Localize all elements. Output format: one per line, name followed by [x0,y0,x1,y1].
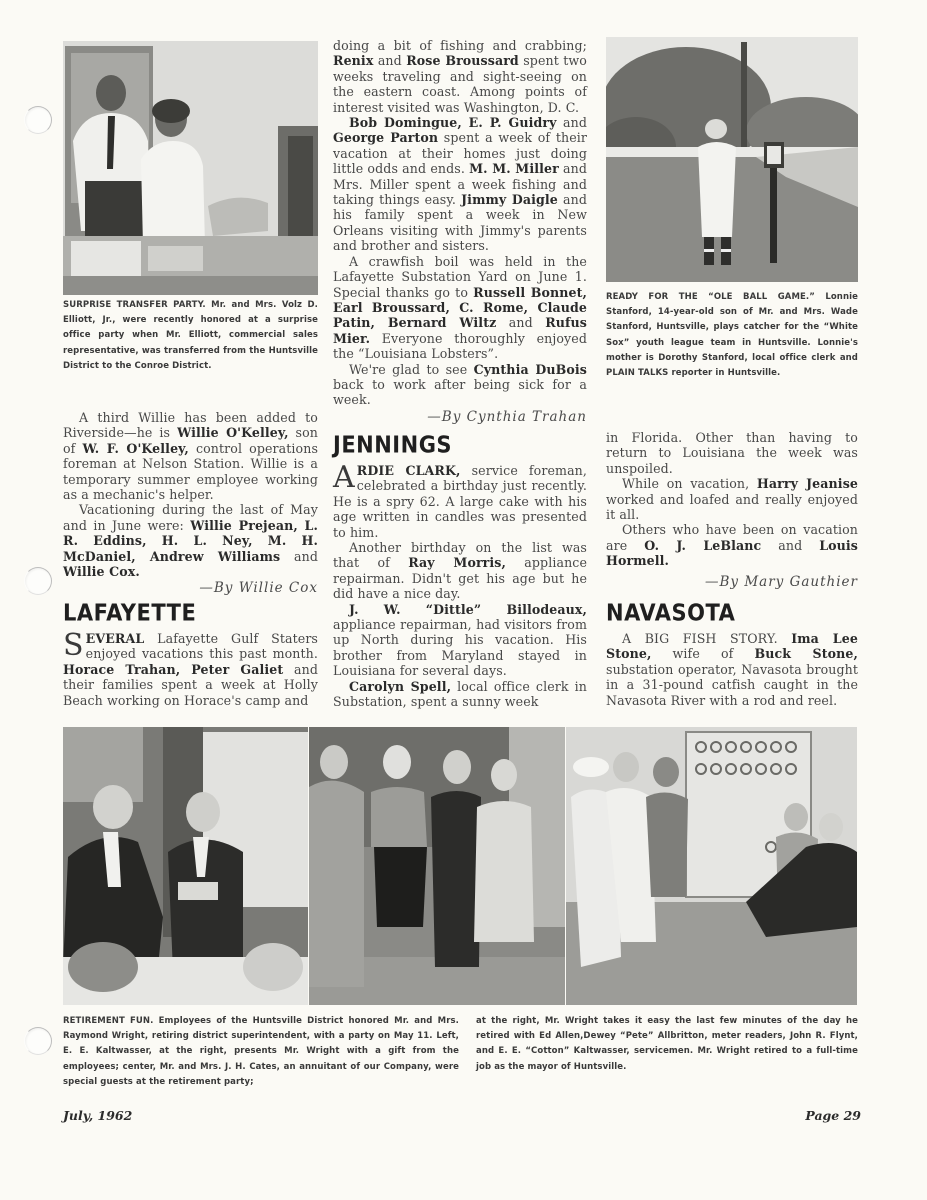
text-run: worked and loafed and really enjoyed it all. [606,491,858,523]
name-bold: W. F. O'Kelley, [82,440,189,456]
text-run: and [280,548,318,564]
byline: —By Mary Gauthier [705,573,858,590]
caption-title: SURPRISE TRANSFER PARTY. [63,300,206,310]
name-bold: Willie O'Kelley, [177,425,289,441]
caption-title: READY FOR THE “OLE BALL GAME.” [606,292,815,302]
text-run: and [761,537,820,553]
name-bold: Rose Broussard [406,53,519,69]
text-run: and his family spent a week in New Orleans visiting with Jimmy's parents and brother and sisters. [333,192,587,254]
paragraph [333,602,587,679]
text-run: A third Willie has been added to Riverside—he is [63,410,318,441]
paragraph [333,679,587,710]
name-bold: O. J. LeBlanc [644,537,762,553]
text-run: son of [63,425,318,456]
text-run: Others who have been on vacation are [606,522,858,553]
jennings-article-part2 [606,430,858,590]
text-run: in Florida. Other than having to return to Louisiana the week was unspoiled. [606,430,858,476]
photo-transfer-party [63,41,318,295]
footer-page-number: Page 29 [805,1108,861,1123]
text-run: and [373,53,407,69]
text-run: appliance repairman, had visitors from up North during his vacation. His brother from Maryland stayed in Louisiana for several days. [333,617,587,679]
paragraph [333,254,587,362]
navasota-article [606,631,858,708]
drop-cap: S [63,628,84,663]
paragraph [606,522,858,568]
caption-text: Mr. and Mrs. Volz D. Elliott, Jr., were recently honored at a surprise office party when Mr. Elliott, commercial sales representative, was transferred from the Huntsville District to the Conroe District. [63,300,318,371]
paragraph [333,115,587,254]
text-run: and [496,315,546,331]
section-heading-lafayette: LAFAYETTE [63,600,197,626]
text-run: wife of [651,646,755,662]
paragraph [333,460,587,540]
lafayette-article-part2 [333,38,587,425]
name-bold: Buck Stone, [754,646,859,662]
name-bold: Willie Prejean, L. R. Eddins, H. L. Ney, M. H. McDaniel, Andrew Williams [63,517,318,564]
name-bold: Willie Cox. [63,564,140,580]
name-bold: RDIE CLARK, [356,463,461,478]
paragraph [606,430,858,476]
text-run: substation operator, Navasota brought in a 31-pound catfish caught in the Navasota River with a rod and reel. [606,661,858,708]
caption-text: at the right, Mr. Wright takes it easy the last few minutes of the day he retired with Ed Allen,Dewey “Pete” Allbritton, meter readers, John R. Flynt, and E. E. “Cotton” Kaltwasser, servicemen. Mr. Wright retired to a full-time job as the mayor of Huntsville. [476,1016,858,1072]
section-heading-navasota: NAVASOTA [606,600,736,626]
text-run: spent two weeks traveling and sight-seeing on the eastern coast. Among points of interest visited was Washington, D. C. [333,53,587,115]
text-run: A BIG FISH STORY. [622,631,792,646]
caption-text: Employees of the Huntsville District honored Mr. and Mrs. Raymond Wright, retiring district superintendent, with a party on May 11. Left, E. E. Kaltwasser, at the right, presents Mr. Wright with a gift from the employees; center, Mr. and Mrs. J. H. Cates, an annuitant of our Company, were special guests at the retirement party; [63,1016,459,1087]
paragraph-text [333,460,587,540]
text-run: service foreman, celebrated a birthday just recently. He is a spry 62. A large cake with his age written in candles was presented to him. [333,463,587,540]
caption-title: RETIREMENT FUN. [63,1016,154,1026]
name-bold: Louis Hormell. [606,537,858,569]
text-run: We're glad to see [349,361,474,377]
name-bold: EVERAL [85,631,145,646]
drop-cap: A [333,460,355,495]
paragraph [333,362,587,408]
text-run: control operations foreman at Nelson Station. Willie is a temporary summer employee working as a mechanic's helper. [63,440,319,503]
photo-ball-game [606,37,858,282]
name-bold: Renix [333,53,374,69]
text-run: appliance repairman. Didn't get his age but he did have a nice day. [333,555,587,602]
photo-retirement-left [63,727,308,1005]
caption-retirement-part1 [63,1014,459,1090]
byline: —By Willie Cox [199,580,318,597]
paragraph [63,628,318,708]
name-bold: J. W. “Dittle” Billodeaux, [349,601,587,617]
text-run: While on vacation, [622,476,757,492]
name-bold: M. M. Miller [469,161,559,177]
text-run: Another birthday on the list was that of [333,540,587,571]
punch-hole [24,106,52,134]
caption-transfer-party [63,298,318,374]
name-bold: Carolyn Spell, [349,678,452,694]
paragraph [606,631,858,708]
text-run: Everyone thoroughly enjoyed the “Louisiana Lobsters”. [333,330,587,362]
paragraph [63,502,318,579]
name-bold: George Parton [333,130,439,146]
name-bold: Rufus Mier. [333,315,587,346]
name-bold: Bob Domingue, E. P. Guidry [349,115,557,131]
paragraph [63,410,318,502]
paragraph-text [63,628,318,708]
text-run: Lafayette Gulf Staters enjoyed vacations this past month. [85,631,318,662]
text-run: Vacationing during the last of May and in June were: [63,502,318,533]
paragraph [333,38,587,115]
text-run: doing a bit of fishing and crabbing; [333,38,587,53]
photo-retirement-right [566,727,857,1005]
name-bold: Cynthia DuBois [473,361,587,377]
name-bold: Harry Jeanise [756,476,858,492]
punch-hole [24,567,52,595]
punch-hole [24,1027,52,1055]
text-run: and Mrs. Miller spent a week fishing and taking things easy. [333,161,588,208]
caption-retirement-part2 [476,1014,858,1075]
name-bold: Jimmy Daigle [461,192,558,208]
text-run: local office clerk in Substation, spent a sunny week [333,678,587,710]
text-run: A crawfish boil was held in the Lafayette Substation Yard on June 1. Special thanks go to [333,253,587,300]
caption-ball-game [606,290,858,381]
text-run: back to work after being sick for a week. [333,376,587,408]
text-run: spent a week of their vacation at their homes just doing little odds and ends. [333,130,587,177]
paragraph [333,540,587,602]
byline: —By Cynthia Trahan [427,408,587,425]
footer-date: July, 1962 [63,1108,133,1123]
riverside-article [63,410,318,597]
lafayette-article-part1 [63,628,318,708]
caption-text: Lonnie Stanford, 14-year-old son of Mr. and Mrs. Wade Stanford, Huntsville, plays catcher for the “White Sox” youth league team in Huntsville. Lonnie's mother is Dorothy Stanford, local office clerk and PLAIN TALKS reporter in Huntsville. [606,292,858,379]
paragraph [606,476,858,522]
text-run: and their families spent a week at Holly Beach working on Horace's camp and [63,661,318,708]
name-bold: Ray Morris, [408,555,506,571]
name-bold: Ima Lee Stone, [606,631,858,662]
photo-retirement-center [309,727,565,1005]
section-heading-jennings: JENNINGS [333,432,453,458]
jennings-article-part1 [333,460,587,710]
name-bold: Horace Trahan, Peter Galiet [63,661,284,677]
text-run: and [556,115,587,131]
name-bold: Russell Bonnet, Earl Broussard, C. Rome, Claude Patin, Bernard Wiltz [333,284,588,331]
